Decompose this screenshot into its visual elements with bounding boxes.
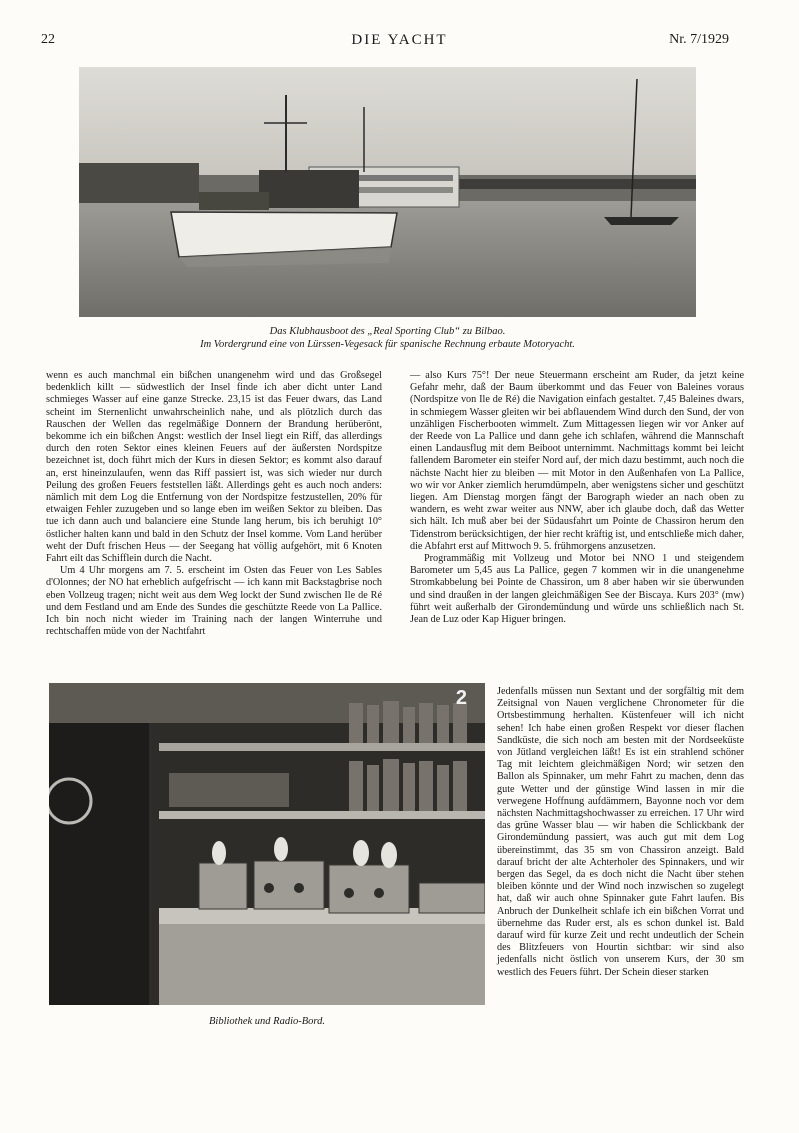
issue-number: Nr. 7/1929 [669, 32, 729, 47]
page-number: 22 [41, 32, 55, 47]
paragraph: Programmäßig mit Vollzeug und Motor bei NNO 1 und steigendem Barometer um 5,45 aus La Pallice, gegen 7 kommen wir in die unangenehme Stromkabbelung bei Pointe de Chassiron, um 8 aber haben wir sie überwunden und sind draußen in der langen gleichmäßigen See der Biscaya. Kurs 203° (mw) führt weit außerhalb der Girondemündung und würde uns schließlich nach St. Jean de Luz oder Kap Higuer bringen. [410, 553, 744, 626]
paragraph: Jedenfalls müssen nun Sextant und der sorgfältig mit dem Zeitsignal von Nauen verglichene Chronometer für die Ortsbestimmung herhalten. Küstenfeuer will ich nicht sehen! Ich habe einen großen Respekt vor dieser flachen Sandküste, die sich noch am besten mit der Nordseeküste von Jütland vergleichen läßt! Es ist ein strahlend schöner Tag mit leichtem gleichmäßigen Nord; wir setzen den Ballon als Spinnaker, um mehr Fahrt zu machen, denn das gute Wetter und der günstige Wind lassen in mir die verwegene Hoffnung aufdämmern, Bayonne noch vor dem nächsten Nachmittagshochwasser zu erreichen. 17 Uhr wird das grüne Wasser blau — wir haben die Schlickbank der Girondemündung passiert, was auch gut mit dem Log übereinstimmt, das 35 sm von Chassiron anzeigt. Bald darauf bricht der alte Achterholer des Spinnakers, und wir bergen das Segel, da es doch nicht die Nacht über stehen bleiben könnte und der Wind noch inzwischen so zugelegt hat, daß wir auch ohne Spinnaker gute Fahrt laufen. Bis Anbruch der Dunkelheit schlafe ich ein bißchen Vorrat und übernehme das Ruder erst, als es schon dunkel ist. Bald darauf wird für kurze Zeit und recht undeutlich der Schein des Blitzfeuers von Hourtin sichtbar: wir sind also jedenfalls nicht östlich von unserem Kurs, der 30 sm westlich des Feuers führt. Der Schein dieser starken [497, 686, 744, 978]
caption-line-2: Im Vordergrund eine von Lürssen-Vegesack für spanische Rechnung erbaute Motoryacht. [200, 339, 575, 350]
figure-number: 2 [455, 687, 467, 709]
photo-caption-2: Bibliothek und Radio-Bord. [209, 1016, 325, 1027]
yacht-illustration [79, 67, 696, 317]
paragraph: Um 4 Uhr morgens am 7. 5. erscheint im Osten das Feuer von Les Sables d'Olonnes; der NO hat erheblich aufgefrischt — ich kann mit Backstagbrise noch eben Vollzeug tragen; nicht weit aus dem Weg lockt der Sund zwischen Ile de Ré und dem Festland und am Ende des Sundes die geschützte Reede von La Pallice. Ich bin noch nicht wieder im Training nach der langen Winterruhe und rechtschaffen müde von der Nachtfahrt [46, 565, 382, 638]
radio-board-photo [49, 683, 485, 1005]
paragraph: — also Kurs 75°! Der neue Steuermann erscheint am Ruder, da jetzt keine Gefahr mehr, daß der Baum überkommt und das Feuer von Baleines voraus (Nordspitze von Ile de Ré) die Navigation einfach gestaltet. 7,45 Baleines dwars, in schmiegem Wasser gleiten wir bei abflauendem Wind durch den Sund, der von unzähligen Fischerbooten wimmelt. Zum Mittagessen liegen wir vor Anker auf der Reede von La Pallice und dann gehe ich schlafen, während die Mannschaft einen Landausflug mit dem Beiboot unternimmt. Nachmittags kommt bei leicht fallendem Barometer ein steifer Nord auf, der mich dazu bestimmt, auch noch die nächste Nacht hier zu bleiben — mit Motor in den Außenhafen von La Pallice, wo wir vor Anker ziemlich herumdümpeln, aber wenigstens sicher und geschützt liegen. Am Dienstag morgen fängt der Barograph wieder an nach oben zu wandern, es weht zwar weiter aus NNW, aber ich glaube doch, daß das Wetter sich hält. Ich muß aber bei der Südausfahrt um Pointe de Chassiron herum den Tidenstrom berücksichtigen, der hier recht kräftig ist, und entschließe mich daher, die Abfahrt erst auf Mittwoch 9. 5. frühmorgens anzusetzen. [410, 370, 744, 552]
magazine-title: DIE YACHT [351, 32, 448, 48]
photo-caption-1 [79, 325, 696, 351]
yacht-photo [79, 67, 696, 317]
paragraph: wenn es auch manchmal ein bißchen unangenehm wird und das Großsegel bedenklich killt — südwestlich der Insel finde ich aber dicht unter Land schmieges Wasser auf eine ganze Strecke. 23,15 ist das Feuer dwars, das Land scheint im Sternenlicht unwahrscheinlich nahe, und als plötzlich durch das Rauschen der Wellen das regelmäßige Donnern der Brandung herüberönt, bekomme ich ein bißchen Angst: westlich der Insel liegt ein Riff, das allerdings durch den roten Sektor eines kleinen Feuers auf der äußersten Nordspitze bezeichnet ist, doch führt mich der Kurs in diesen Sektor; es kommt also darauf an, erst hineinzulaufen, wenn das Riff passiert ist, was sich wieder nur durch Peilung des großen Feuers feststellen läßt. Allerdings geht es auch noch anders: nämlich mit dem Log die Entfernung von der Nordspitze festzustellen, 20% für etwaigen Fehler zuzugeben und so lange eben im weißen Sektor zu bleiben. Das tue ich dann auch und balanciere eine Stunde lang herum, bis ich beruhigt 10° östlicher halten kann und bald in den Schutz der Insel komme. Vom Land herüber weht der Duft frischen Heus — der Seegang hat völlig aufgehört, mit 6 Knoten Fahrt eilt das Schifflein durch die Nacht. [46, 370, 382, 565]
radio-board-illustration [49, 683, 485, 1005]
article-column-right-continued [497, 686, 744, 979]
article-column-left [46, 370, 382, 638]
article-column-right [410, 370, 744, 626]
caption-line-1: Das Klubhausboot des „Real Sporting Club“ zu Bilbao. [269, 326, 506, 337]
